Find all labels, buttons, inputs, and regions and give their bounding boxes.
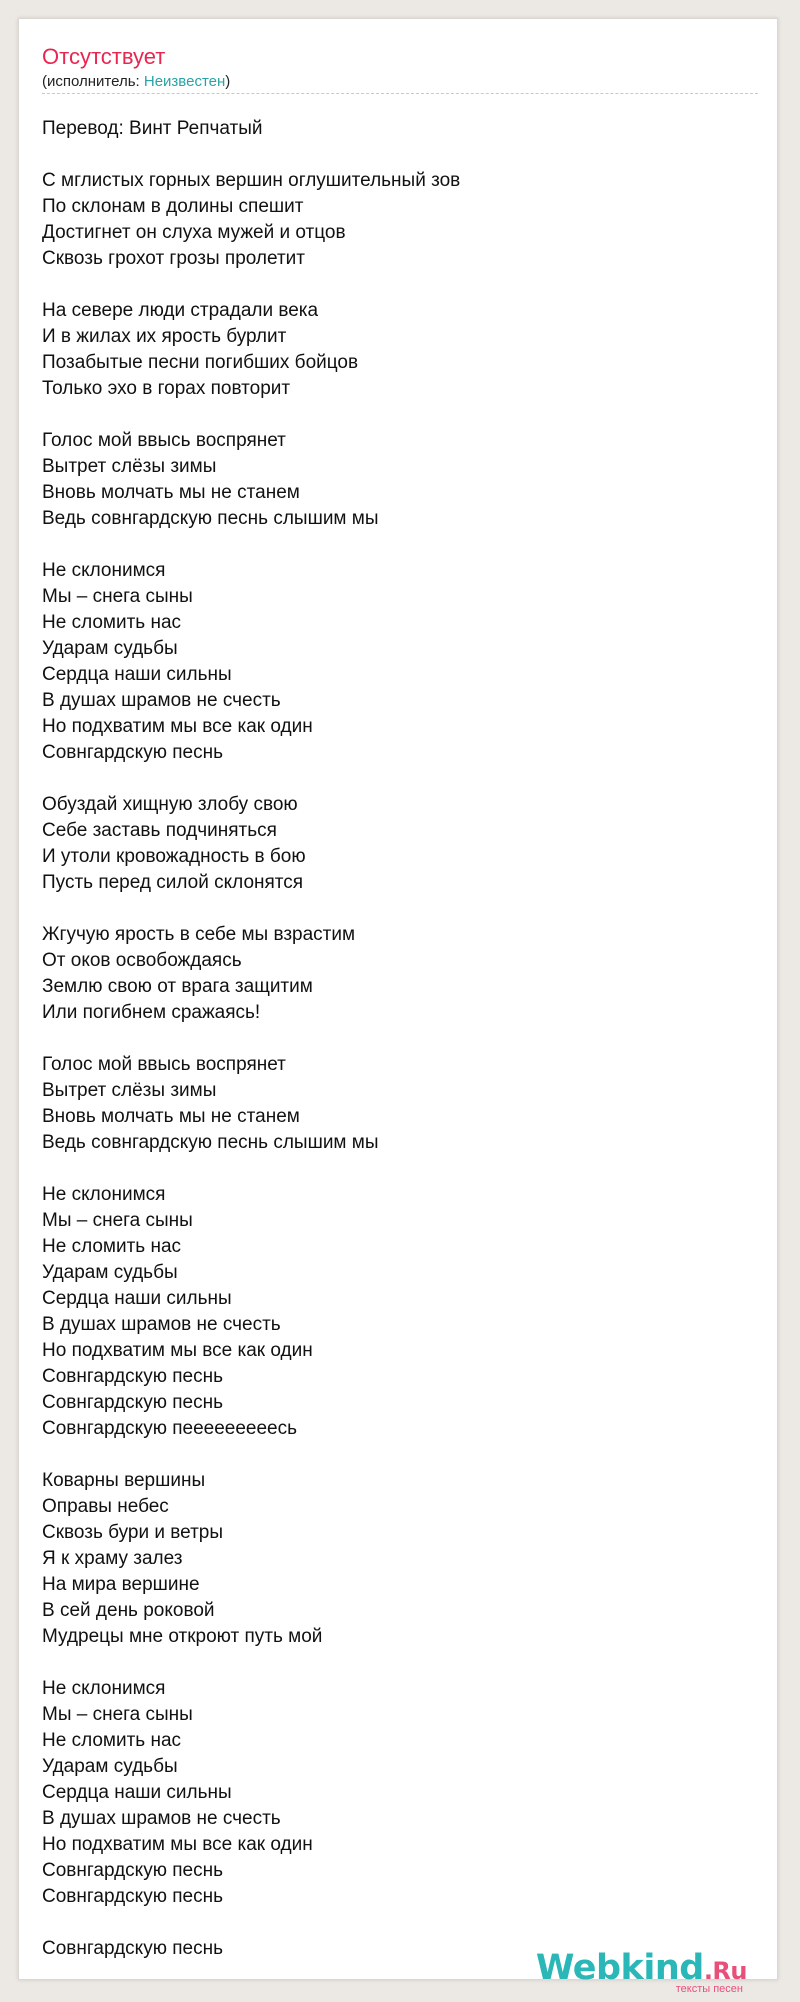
logo-tagline: тексты песен <box>675 1983 743 1995</box>
blank-line <box>42 1026 758 1052</box>
lyric-line: Обуздай хищную злобу свою <box>42 794 298 815</box>
lyric-line: В сей день роковой <box>42 1600 215 1621</box>
lyric-line: Только эхо в горах повторит <box>42 378 291 399</box>
lyric-line: Вновь молчать мы не станем <box>42 482 300 503</box>
lyric-line: На севере люди страдали века <box>42 300 319 321</box>
lyric-line: С мглистых горных вершин оглушительный зов <box>42 170 461 191</box>
lyric-line: Совнгардскую песнь <box>42 1860 223 1881</box>
lyric-line: Не сломить нас <box>42 1236 182 1257</box>
lyric-line: Совнгардскую песнь <box>42 1366 223 1387</box>
lyric-line: Но подхватим мы все как один <box>42 716 313 737</box>
header-divider <box>42 93 758 94</box>
lyric-line: Себе заставь подчиняться <box>42 820 277 841</box>
lyric-line: В душах шрамов не счесть <box>42 1314 281 1335</box>
lyric-line: Но подхватим мы все как один <box>42 1834 313 1855</box>
lyric-line: На мира вершине <box>42 1574 200 1595</box>
blank-line <box>42 766 758 792</box>
blank-line <box>42 896 758 922</box>
logo-wordmark <box>535 1948 747 1988</box>
lyric-line: Не сломить нас <box>42 1730 182 1751</box>
lyric-line: И утоли кровожадность в бою <box>42 846 306 867</box>
lyric-line: Оправы небес <box>42 1496 169 1517</box>
lyric-line: Ударам судьбы <box>42 1756 178 1777</box>
lyric-line: Я к храму залез <box>42 1548 183 1569</box>
lyric-line: Совнгардскую пееееееееесь <box>42 1418 298 1439</box>
lyric-line: Совнгардскую песнь <box>42 1886 223 1907</box>
lyric-line: Мы – снега сыны <box>42 586 193 607</box>
lyric-line: Совнгардскую песнь <box>42 1938 223 1959</box>
lyrics-text <box>42 116 758 1962</box>
lyric-line: Не склонимся <box>42 560 166 581</box>
lyric-line: Жгучую ярость в себе мы взрастим <box>42 924 356 945</box>
lyric-line: Сердца наши сильны <box>42 1782 232 1803</box>
lyric-line: Или погибнем сражаясь! <box>42 1002 261 1023</box>
lyric-line: Сквозь бури и ветры <box>42 1522 224 1543</box>
lyric-line: В душах шрамов не счесть <box>42 1808 281 1829</box>
lyric-line: Достигнет он слуха мужей и отцов <box>42 222 346 243</box>
artist-prefix: (исполнитель: <box>42 73 144 90</box>
lyric-line: Совнгардскую песнь <box>42 1392 223 1413</box>
site-logo[interactable] <box>535 1948 747 1995</box>
artist-line <box>42 73 230 91</box>
lyric-line: Ударам судьбы <box>42 1262 178 1283</box>
lyric-line: Коварны вершины <box>42 1470 206 1491</box>
lyric-line: От оков освобождаясь <box>42 950 242 971</box>
song-title: Отсутствует <box>42 44 166 69</box>
lyric-line: Мы – снега сыны <box>42 1210 193 1231</box>
lyric-line: Пусть перед силой склонятся <box>42 872 304 893</box>
lyric-line: Позабытые песни погибших бойцов <box>42 352 359 373</box>
artist-suffix: ) <box>225 73 231 90</box>
blank-line <box>42 532 758 558</box>
lyric-line: Вновь молчать мы не станем <box>42 1106 300 1127</box>
lyric-line: Совнгардскую песнь <box>42 742 223 763</box>
lyric-line: Но подхватим мы все как один <box>42 1340 313 1361</box>
lyric-line: Сквозь грохот грозы пролетит <box>42 248 305 269</box>
lyric-line: Вытрет слёзы зимы <box>42 456 217 477</box>
blank-line <box>42 1156 758 1182</box>
lyric-line: Перевод: Винт Репчатый <box>42 118 263 139</box>
blank-line <box>42 402 758 428</box>
logo-suffix: .Ru <box>703 1957 747 1985</box>
lyric-line: Сердца наши сильны <box>42 1288 232 1309</box>
lyric-line: Не склонимся <box>42 1184 166 1205</box>
lyric-line: Голос мой ввысь воспрянет <box>42 430 286 451</box>
lyric-line: Сердца наши сильны <box>42 664 232 685</box>
lyric-line: По склонам в долины спешит <box>42 196 304 217</box>
lyric-line: Голос мой ввысь воспрянет <box>42 1054 286 1075</box>
lyric-line: Землю свою от врага защитим <box>42 976 313 997</box>
lyric-line: Ударам судьбы <box>42 638 178 659</box>
lyric-line: Мы – снега сыны <box>42 1704 193 1725</box>
blank-line <box>42 272 758 298</box>
lyric-line: Не склонимся <box>42 1678 166 1699</box>
lyric-line: Вытрет слёзы зимы <box>42 1080 217 1101</box>
lyrics-card <box>18 18 778 1995</box>
blank-line <box>42 1442 758 1468</box>
blank-line <box>42 1650 758 1676</box>
lyric-line: Ведь совнгардскую песнь слышим мы <box>42 1132 379 1153</box>
lyric-line: Ведь совнгардскую песнь слышим мы <box>42 508 379 529</box>
logo-main-text: Webkind <box>535 1948 704 1988</box>
blank-line <box>42 1910 758 1936</box>
blank-line <box>42 142 758 168</box>
artist-link[interactable]: Неизвестен <box>143 73 226 90</box>
lyric-line: И в жилах их ярость бурлит <box>42 326 287 347</box>
lyric-line: Не сломить нас <box>42 612 182 633</box>
lyric-line: Мудрецы мне откроют путь мой <box>42 1626 323 1647</box>
lyric-line: В душах шрамов не счесть <box>42 690 281 711</box>
